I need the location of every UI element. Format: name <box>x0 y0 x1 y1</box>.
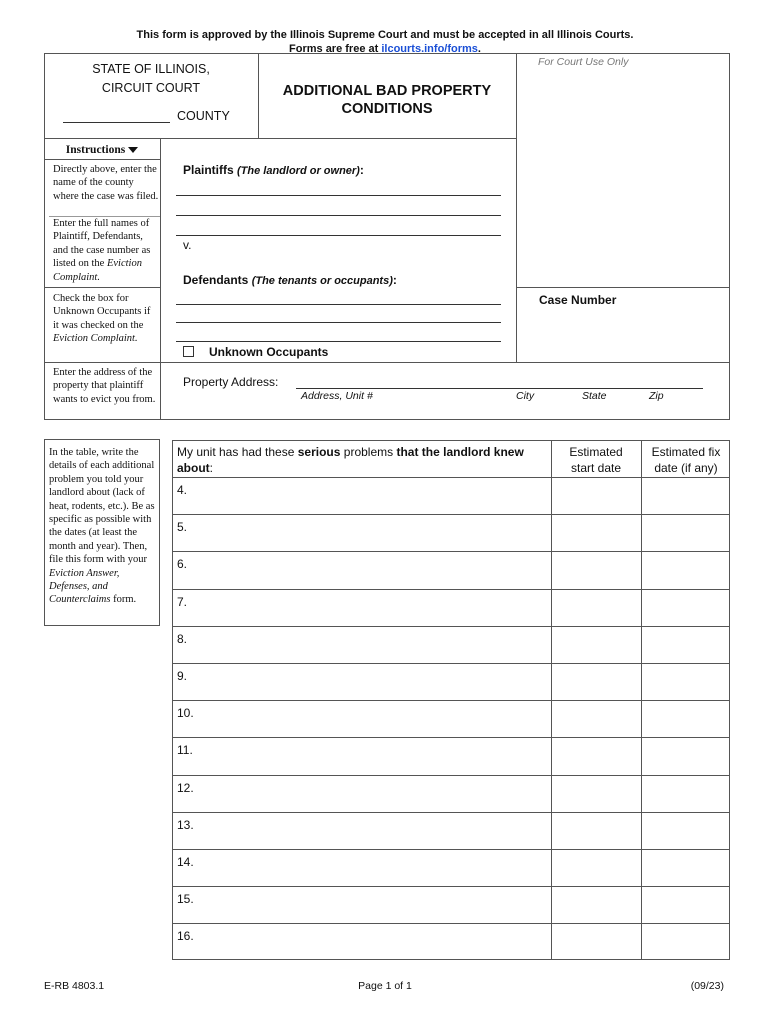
approval-notice <box>0 28 770 56</box>
defendants-hint: (The tenants or occupants) <box>251 275 393 287</box>
problem-cell[interactable] <box>172 551 551 588</box>
start-date-cell[interactable] <box>551 849 641 886</box>
problem-cell[interactable] <box>172 775 551 812</box>
fix-date-cell[interactable] <box>641 551 730 588</box>
fix-date-cell[interactable] <box>641 700 730 737</box>
table-header-colon: : <box>209 461 214 475</box>
defendant-line-3[interactable] <box>176 341 501 342</box>
start-date-cell[interactable] <box>551 886 641 923</box>
form-id: E-RB 4803.1 <box>44 980 105 992</box>
instruction-unknown-italic: Eviction Complaint. <box>53 333 138 345</box>
table-row-number: 12. <box>177 780 194 795</box>
table-row-number: 4. <box>177 483 188 497</box>
problem-cell[interactable] <box>172 663 551 700</box>
defendant-line-2[interactable] <box>176 322 501 323</box>
unknown-occupants-label: Unknown Occupants <box>209 345 329 359</box>
start-date-cell[interactable] <box>551 775 641 812</box>
instruction-address-text: Enter the address of the property that plaintiff wants to evict you from. <box>53 367 156 405</box>
fix-date-cell[interactable] <box>641 589 730 626</box>
triangle-down-icon <box>128 147 138 153</box>
fix-date-cell[interactable] <box>641 923 730 960</box>
court-label: CIRCUIT COURT <box>101 81 201 95</box>
fix-date-cell[interactable] <box>641 737 730 774</box>
table-header-knew: that the landlord knew about <box>177 445 524 475</box>
problem-cell[interactable] <box>172 589 551 626</box>
form-title-line1: ADDITIONAL BAD PROPERTY <box>282 83 492 99</box>
fix-date-cell[interactable] <box>641 514 730 551</box>
table-row-number: 13. <box>177 817 194 832</box>
problem-cell[interactable] <box>172 477 551 514</box>
plaintiffs-label <box>183 163 364 177</box>
form-title <box>258 82 516 118</box>
defendants-colon: : <box>392 273 397 287</box>
defendant-line-1[interactable] <box>176 304 501 305</box>
start-date-cell[interactable] <box>551 663 641 700</box>
forms-free-text: Forms are free at <box>289 43 382 55</box>
table-header-start-date: Estimated start date <box>569 445 623 475</box>
instruction-parties-text: Enter the full names of Plaintiff, Defendants, and the case number as listed on the <box>53 218 151 270</box>
court-heading <box>44 60 258 98</box>
start-date-cell[interactable] <box>551 551 641 588</box>
problem-cell[interactable] <box>172 923 551 960</box>
defendants-label-text: Defendants <box>183 273 249 287</box>
instruction-parties-italic: Eviction Complaint. <box>53 258 142 283</box>
address-unit-sublabel: Address, Unit # <box>301 390 373 402</box>
table-instructions <box>49 446 157 607</box>
plaintiffs-label-text: Plaintiffs <box>183 163 234 177</box>
fix-date-cell[interactable] <box>641 477 730 514</box>
start-date-cell[interactable] <box>551 737 641 774</box>
start-date-cell[interactable] <box>551 514 641 551</box>
state-label: STATE OF ILLINOIS, <box>92 62 210 76</box>
problem-cell[interactable] <box>172 514 551 551</box>
problem-cell[interactable] <box>172 886 551 923</box>
table-row-number: 6. <box>177 557 188 572</box>
instruction-county <box>53 163 159 203</box>
problem-cell[interactable] <box>172 812 551 849</box>
table-row-number: 14. <box>177 855 194 869</box>
page-number: Page 1 of 1 <box>358 980 412 992</box>
county-name-line[interactable] <box>63 122 170 123</box>
start-date-cell[interactable] <box>551 477 641 514</box>
plaintiff-line-2[interactable] <box>176 215 501 216</box>
plaintiffs-colon: : <box>359 163 364 177</box>
table-header-problems <box>177 444 549 476</box>
problem-cell[interactable] <box>172 700 551 737</box>
problem-cell[interactable] <box>172 737 551 774</box>
fix-date-cell[interactable] <box>641 663 730 700</box>
problem-cell[interactable] <box>172 626 551 663</box>
start-date-cell[interactable] <box>551 923 641 960</box>
city-sublabel: City <box>516 390 535 402</box>
form-date: (09/23) <box>690 980 724 992</box>
table-row-number: 15. <box>177 892 194 907</box>
table-instructions-italic: Eviction Answer, Defenses, and Counterclaims <box>49 567 120 606</box>
forms-link[interactable]: ilcourts.info/forms <box>381 43 478 55</box>
problem-cell[interactable] <box>172 849 551 886</box>
case-number-label: Case Number <box>539 293 617 307</box>
court-use-label: For Court Use Only <box>538 56 629 68</box>
fix-date-cell[interactable] <box>641 626 730 663</box>
county-label: COUNTY <box>177 109 230 123</box>
table-row-number: 9. <box>177 669 188 683</box>
start-date-cell[interactable] <box>551 626 641 663</box>
plaintiffs-hint: (The landlord or owner) <box>237 165 360 177</box>
table-header-serious: serious <box>297 445 341 459</box>
instruction-parties <box>53 217 159 284</box>
table-instructions-text: In the table, write the details of each additional problem you told your landlord about (lack of heat, rodents, etc.). Be as specific as possible with the dates (at least the month and year). Then, file this form with your <box>49 447 155 566</box>
form-title-line2: CONDITIONS <box>341 101 433 117</box>
instructions-heading-text: Instructions <box>65 144 126 156</box>
instruction-address <box>53 366 157 406</box>
table-instructions-suffix: form. <box>110 594 137 606</box>
plaintiff-line-3[interactable] <box>176 235 501 236</box>
table-row-number: 10. <box>177 706 194 721</box>
state-sublabel: State <box>582 390 607 402</box>
plaintiff-line-1[interactable] <box>176 195 501 196</box>
versus-label: v. <box>183 238 192 252</box>
approval-notice-line1: This form is approved by the Illinois Supreme Court and must be accepted in all Illinois Courts. <box>136 29 634 41</box>
instructions-heading <box>44 144 160 156</box>
table-header-mid: problems <box>340 445 397 459</box>
property-address-line[interactable] <box>296 388 703 389</box>
fix-date-cell[interactable] <box>641 775 730 812</box>
start-date-cell[interactable] <box>551 812 641 849</box>
defendants-label <box>183 273 397 287</box>
instruction-unknown-text: Check the box for Unknown Occupants if it was checked on the <box>53 293 151 331</box>
start-date-cell[interactable] <box>551 700 641 737</box>
zip-sublabel: Zip <box>649 390 664 402</box>
table-row-number: 16. <box>177 929 194 944</box>
unknown-occupants-checkbox[interactable] <box>183 346 194 357</box>
fix-date-cell[interactable] <box>641 886 730 923</box>
fix-date-cell[interactable] <box>641 849 730 886</box>
forms-free-period: . <box>477 43 481 55</box>
start-date-cell[interactable] <box>551 589 641 626</box>
property-address-label: Property Address: <box>183 375 279 389</box>
fix-date-cell[interactable] <box>641 812 730 849</box>
table-header-prefix: My unit has had these <box>177 445 298 459</box>
table-row-number: 11. <box>177 743 193 758</box>
table-header-fix-date: Estimated fix date (if any) <box>651 445 721 475</box>
instruction-county-text: Directly above, enter the name of the county where the case was filed. <box>53 164 159 202</box>
table-row-number: 7. <box>177 594 188 609</box>
table-row-number: 8. <box>177 631 188 646</box>
table-row-number: 5. <box>177 520 188 535</box>
instruction-unknown-occupants <box>53 292 157 346</box>
